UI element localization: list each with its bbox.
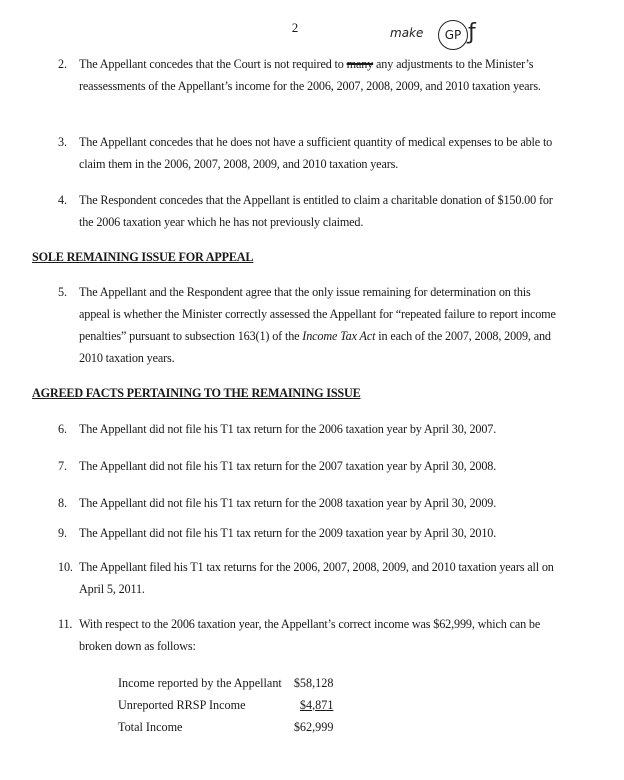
paragraph-text: The Appellant did not file his T1 tax return for the 2007 taxation year by April 30, 2008.	[79, 459, 497, 473]
paragraph-8	[58, 492, 558, 514]
paragraph-number: 9.	[58, 526, 67, 540]
paragraph-4	[58, 189, 558, 233]
paragraph-text: With respect to the 2006 taxation year, the Appellant’s correct income was $62,999, which can be broken down as follows:	[79, 617, 541, 653]
section-heading-agreed-facts: AGREED FACTS PERTAINING TO THE REMAINING ISSUE	[32, 386, 361, 400]
paragraph-text: The Appellant concedes that he does not have a sufficient quantity of medical expenses to be able to claim them in the 2006, 2007, 2008, 2009, and 2010 taxation years.	[79, 135, 553, 171]
paragraph-number: 5.	[58, 285, 67, 299]
paragraph-text: The Appellant did not file his T1 tax return for the 2006 taxation year by April 30, 2007.	[79, 422, 497, 436]
paragraph-2	[58, 53, 558, 97]
paragraph-text	[79, 281, 558, 369]
row-label: Unreported RRSP Income	[118, 697, 246, 712]
row-amount: $58,128	[293, 675, 334, 690]
paragraph-text: The Appellant did not file his T1 tax return for the 2009 taxation year by April 30, 2010.	[79, 526, 497, 540]
page-number: 2	[291, 20, 299, 35]
handwritten-correction: make	[390, 26, 424, 40]
row-amount: $62,999	[293, 719, 334, 734]
struck-word: many	[346, 57, 374, 71]
paragraph-text: The Appellant filed his T1 tax returns for the 2006, 2007, 2008, 2009, and 2010 taxation years all on April 5, 2011.	[79, 560, 554, 596]
income-breakdown-table	[118, 672, 333, 738]
paragraph-3	[58, 131, 558, 175]
act-title: Income Tax Act	[302, 329, 376, 343]
paragraph-number: 7.	[58, 459, 67, 473]
paragraph-5	[58, 281, 558, 369]
text-segment: The Appellant and the Respondent agree that the only issue remaining for determination on this appeal is whether the Minister correctly assessed the Appellant for “repeated failure to report income penalties” pursuant to subsection 163(1) of the	[79, 285, 556, 343]
signature-mark-icon: ƒ	[468, 20, 476, 45]
paragraph-text: The Respondent concedes that the Appellant is entitled to claim a charitable donation of $150.00 for the 2006 taxation year which he has not previously claimed.	[79, 193, 553, 229]
paragraph-number: 10.	[58, 560, 73, 574]
text-segment: The Appellant concedes that the Court is not required to	[79, 57, 347, 71]
text-segment: in each of the 2007, 2008, 2009, and 2010 taxation years.	[79, 329, 551, 365]
table-row	[118, 716, 333, 738]
initials-circle: GP	[438, 20, 468, 50]
paragraph-number: 11.	[58, 617, 73, 631]
row-label: Total Income	[118, 719, 183, 734]
paragraph-9	[58, 522, 558, 544]
text-segment: any adjustments to the Minister’s reassessments of the Appellant’s income for the 2006, 2007, 2008, 2009, and 2010 taxation years.	[79, 57, 541, 93]
paragraph-number: 3.	[58, 135, 67, 149]
section-heading-sole-issue: SOLE REMAINING ISSUE FOR APPEAL	[32, 250, 254, 264]
paragraph-number: 2.	[58, 57, 67, 71]
paragraph-number: 4.	[58, 193, 67, 207]
paragraph-text	[79, 53, 558, 97]
paragraph-11	[58, 613, 558, 657]
row-label: Income reported by the Appellant	[118, 675, 282, 690]
row-amount: $4,871	[299, 697, 334, 712]
paragraph-text: The Appellant did not file his T1 tax return for the 2008 taxation year by April 30, 2009.	[79, 496, 497, 510]
paragraph-number: 8.	[58, 496, 67, 510]
table-row	[118, 672, 333, 694]
paragraph-number: 6.	[58, 422, 67, 436]
paragraph-7	[58, 455, 558, 477]
table-row	[118, 694, 333, 716]
paragraph-10	[58, 556, 558, 600]
paragraph-6	[58, 418, 558, 440]
